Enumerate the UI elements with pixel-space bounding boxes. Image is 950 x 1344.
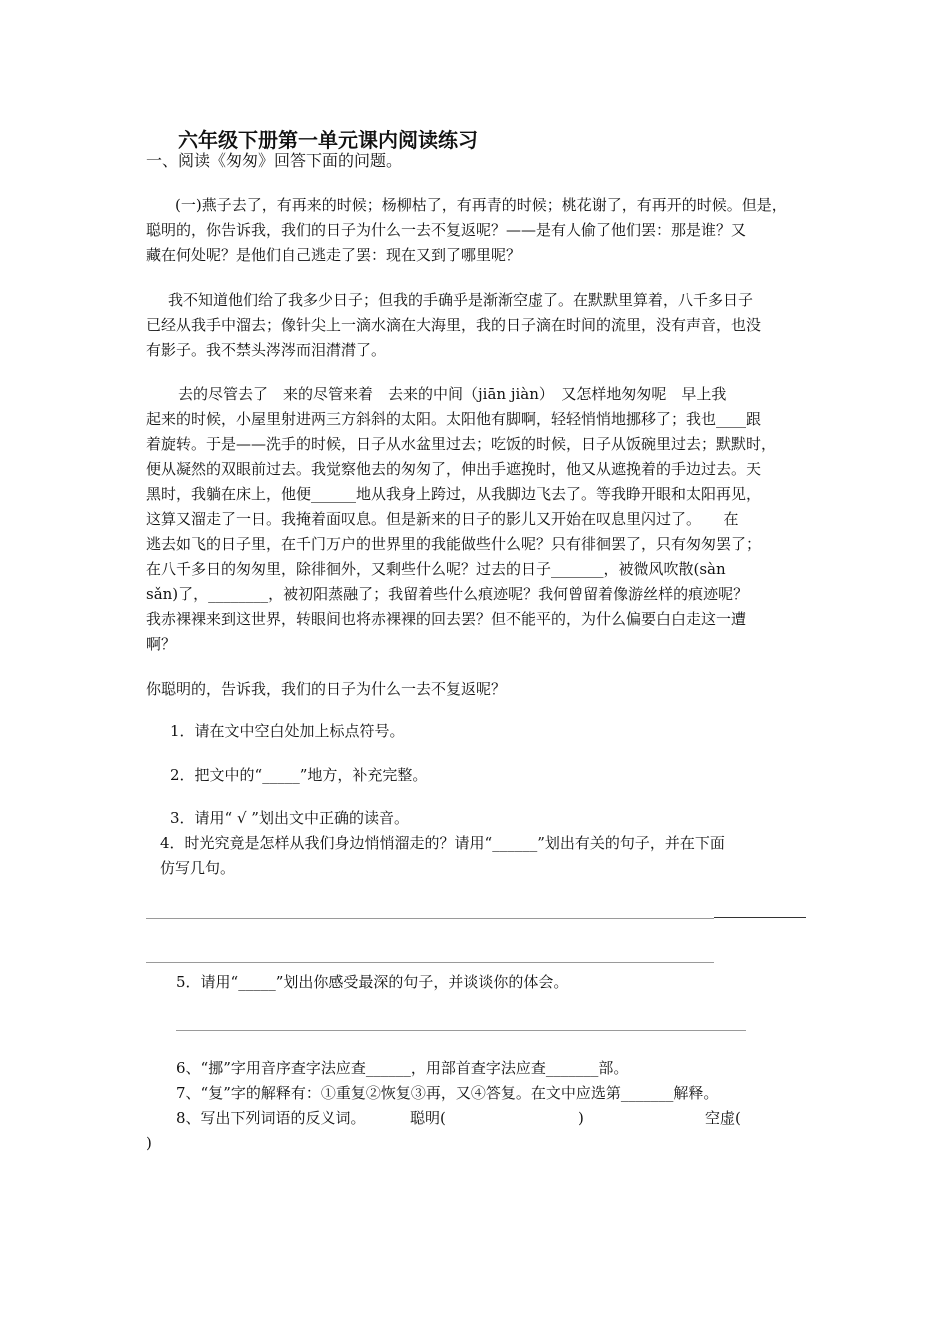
antonym-word-2: 空虚(	[705, 1109, 741, 1127]
passage-paragraph-4: 你聪明的，告诉我，我们的日子为什么一去不复返呢？	[146, 680, 507, 698]
passage-line: 去的尽管去了 来的尽管来着 去来的中间（jiān jiàn） 又怎样地匆匆呢 早上我	[178, 385, 727, 403]
passage-line: 已经从我手中溜去；像针尖上一滴水滴在大海里，我的日子滴在时间的流里，没有声音，也没	[146, 316, 762, 334]
question-2: 2．把文中的“_____”地方，补充完整。	[170, 766, 428, 784]
section-heading: 一、阅读《匆匆》回答下面的问题。	[146, 151, 403, 170]
passage-line: 啊？	[146, 635, 177, 653]
question-6: 6、“挪”字用音序查字法应查______，用部首查字法应查_______部。	[176, 1059, 629, 1077]
passage-line: (一)燕子去了，有再来的时候；杨柳枯了，有再青的时候；桃花谢了，有再开的时候。但是，	[175, 196, 787, 214]
antonym-word-1: 聪明(	[410, 1109, 446, 1127]
passage-line: 便从凝然的双眼前过去。我觉察他去的匆匆了，伸出手遮挽时，他又从遮挽着的手边过去。天	[146, 460, 762, 478]
answer-line	[146, 918, 714, 919]
passage-line: 起来的时候，小屋里射进两三方斜斜的太阳。太阳他有脚啊，轻轻悄悄地挪移了；我也____跟	[146, 410, 762, 428]
passage-line: 在八千多日的匆匆里，除徘徊外，又剩些什么呢？过去的日子_______，被微风吹散(sàn	[146, 560, 726, 578]
passage-line: 有影子。我不禁头涔涔而泪潸潸了。	[146, 341, 387, 359]
question-1: 1．请在文中空白处加上标点符号。	[170, 722, 405, 740]
antonym-close-1: )	[578, 1109, 584, 1127]
answer-line	[146, 962, 714, 963]
passage-line: 这算又溜走了一日。我掩着面叹息。但是新来的日子的影儿又开始在叹息里闪过了。 在	[146, 510, 739, 528]
question-5: 5．请用“_____”划出你感受最深的句子，并谈谈你的体会。	[176, 973, 569, 991]
passage-line: 逃去如飞的日子里，在千门万户的世界里的我能做些什么呢？只有徘徊罢了，只有匆匆罢了；	[146, 535, 762, 553]
passage-line: 聪明的，你告诉我，我们的日子为什么一去不复返呢？——是有人偷了他们罢：那是谁？又	[146, 221, 747, 239]
passage-line: 我赤裸裸来到这世界，转眼间也将赤裸裸的回去罢？但不能平的，为什么偏要白白走这一遭	[146, 610, 747, 628]
passage-line: 我不知道他们给了我多少日子；但我的手确乎是渐渐空虚了。在默默里算着，八千多日子	[168, 291, 754, 309]
passage-line: 黑时，我躺在床上，他便______地从我身上跨过，从我脚边飞去了。等我睁开眼和太阳再见，	[146, 485, 762, 503]
question-8-label: 8、写出下列词语的反义词。	[176, 1109, 366, 1127]
passage-line: 藏在何处呢？是他们自己逃走了罢：现在又到了哪里呢？	[146, 246, 522, 264]
question-7: 7、“复”字的解释有：①重复②恢复③再，又④答复。在文中应选第_______解释。	[176, 1084, 719, 1102]
passage-line: sǎn)了，________，被初阳蒸融了；我留着些什么痕迹呢？我何曾留着像游丝样的痕迹呢？	[146, 585, 749, 603]
question-4-line-2: 仿写几句。	[160, 859, 236, 877]
question-4-line-1: 4．时光究竟是怎样从我们身边悄悄溜走的？请用“______”划出有关的句子，并在下面	[160, 834, 725, 852]
question-3: 3．请用“ √ ”划出文中正确的读音。	[170, 809, 409, 827]
passage-line: 着旋转。于是——洗手的时候，日子从水盆里过去；吃饭的时候，日子从饭碗里过去；默默时，	[146, 435, 777, 453]
page-title: 六年级下册第一单元课内阅读练习	[178, 128, 478, 152]
answer-line	[714, 917, 806, 918]
antonym-close-2: )	[146, 1134, 152, 1152]
answer-line	[176, 1030, 746, 1031]
